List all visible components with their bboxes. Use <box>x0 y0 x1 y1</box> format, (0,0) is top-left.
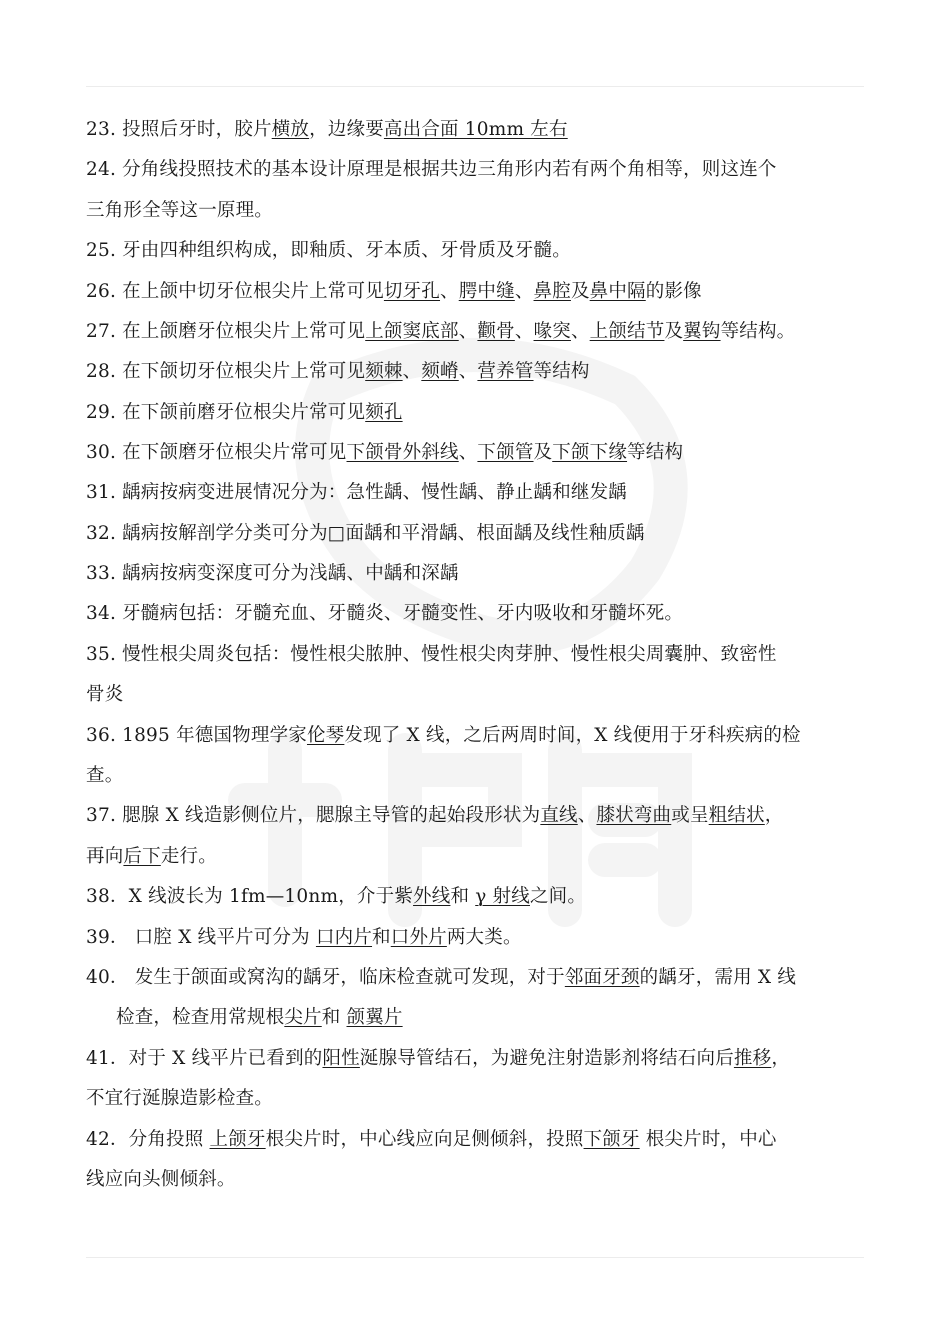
text-segment: 30. 在下颌磨牙位根尖片常可见 <box>86 442 347 463</box>
underlined-answer: 上颌窦底部 <box>365 321 459 342</box>
text-segment: 28. 在下颌切牙位根尖片上常可见 <box>86 361 366 382</box>
text-segment: 24. 分角线投照技术的基本设计原理是根据共边三角形内若有两个角相等，则这连个 <box>86 159 777 180</box>
text-segment: 37. 腮腺 X 线造影侧位片，腮腺主导管的起始段形状为 <box>86 805 541 826</box>
underlined-answer: 推移 <box>733 1048 772 1069</box>
text-segment: 41．对于 X 线平片已看到的 <box>86 1048 323 1069</box>
text-segment: 、 <box>458 442 478 463</box>
text-segment: 23. 投照后牙时，胶片 <box>86 119 272 140</box>
text-segment: 等结构 <box>533 361 590 382</box>
text-segment: 、 <box>514 281 534 302</box>
text-segment: 、 <box>458 361 478 382</box>
text-segment: 33. 龋病按病变深度可分为浅龋、中龋和深龋 <box>86 563 459 584</box>
underlined-answer: 颌翼片 <box>346 1007 403 1028</box>
item-32 <box>86 522 645 546</box>
text-segment: 及 <box>664 321 684 342</box>
text-segment: 等结构 <box>627 442 684 463</box>
underlined-answer: 高出合面 10mm 左右 <box>383 119 568 140</box>
item-40-cont <box>116 1006 403 1030</box>
text-segment: 根尖片时，中心线应向足侧倾斜，投照 <box>265 1129 584 1150</box>
underlined-answer: 切牙孔 <box>383 281 441 302</box>
text-segment: 、 <box>577 805 597 826</box>
underlined-answer: 横放 <box>271 119 310 140</box>
underlined-answer: 鼻中隔 <box>589 281 646 302</box>
text-segment: 29. 在下颌前磨牙位根尖片常可见 <box>86 402 366 423</box>
underlined-answer: 下颌管 <box>477 442 534 463</box>
underlined-answer: 伦琴 <box>306 725 345 746</box>
text-segment: 的龋牙，需用 X 线 <box>639 967 797 988</box>
underlined-answer: 喙突 <box>533 321 571 342</box>
text-segment: 、 <box>458 321 478 342</box>
text-segment: 25. 牙由四种组织构成，即釉质、牙本质、牙骨质及牙髓。 <box>86 240 571 261</box>
item-36-cont <box>86 764 123 788</box>
underlined-answer: 尖片 <box>284 1007 322 1028</box>
item-29 <box>86 401 403 425</box>
text-segment: 两大类。 <box>446 927 522 948</box>
text-segment: 35. 慢性根尖周炎包括：慢性根尖脓肿、慢性根尖肉芽肿、慢性根尖周囊肿、致密性 <box>86 644 777 665</box>
text-segment: 涎腺导管结石，为避免注射造影剂将结石向后 <box>359 1048 734 1069</box>
item-30 <box>86 441 683 465</box>
underlined-answer: 上颌结节 <box>589 321 665 342</box>
text-segment: 27. 在上颌磨牙位根尖片上常可见 <box>86 321 366 342</box>
underlined-answer: 膝状弯曲 <box>596 805 672 826</box>
text-segment: 检查，检查用常规根 <box>116 1007 285 1028</box>
text-segment: 、 <box>402 361 422 382</box>
underlined-answer: 上颌牙 <box>209 1129 266 1150</box>
item-36 <box>86 724 801 748</box>
underlined-answer: 颧骨 <box>477 321 515 342</box>
underlined-answer: 直线 <box>540 805 578 826</box>
item-27 <box>86 320 795 344</box>
text-segment: 26. 在上颌中切牙位根尖片上常可见 <box>86 281 384 302</box>
text-segment: 42．分角投照 <box>86 1129 210 1150</box>
text-segment: 再向 <box>86 846 124 867</box>
item-28 <box>86 360 590 384</box>
text-segment: 、 <box>514 321 534 342</box>
underlined-answer: γ 射线 <box>475 886 530 907</box>
item-41-cont <box>86 1087 273 1111</box>
text-segment: 32. 龋病按解剖学分类可分为□面龋和平滑龋、根面龋及线性釉质龋 <box>86 523 645 544</box>
text-segment: 不宜行涎腺造影检查。 <box>86 1088 274 1109</box>
underlined-answer: 下颌下缘 <box>552 442 628 463</box>
underlined-answer: 营养管 <box>477 361 534 382</box>
item-35-cont <box>86 683 123 707</box>
text-segment: 34. 牙髓病包括：牙髓充血、牙髓炎、牙髓变性、牙内吸收和牙髓坏死。 <box>86 603 684 624</box>
underlined-answer: 后下 <box>123 846 161 867</box>
underlined-answer: 颏棘 <box>365 361 403 382</box>
item-40 <box>86 966 796 990</box>
item-41 <box>86 1047 790 1071</box>
text-segment: 发现了 X 线，之后两周时间，X 线便用于牙科疾病的检 <box>344 725 801 746</box>
underlined-answer: 颏嵴 <box>421 361 459 382</box>
underlined-answer: 下颌牙 <box>583 1129 640 1150</box>
underlined-answer: 颏孔 <box>365 402 403 423</box>
text-segment: 根尖片时，中心 <box>639 1129 777 1150</box>
item-37-cont <box>86 845 217 869</box>
item-37 <box>86 804 783 828</box>
item-24-cont <box>86 199 273 223</box>
item-34 <box>86 602 683 626</box>
footer-rule <box>86 1257 864 1258</box>
text-segment: 及 <box>533 442 553 463</box>
text-segment: 40． 发生于颌面或窝沟的龋牙，临床检查就可发现，对于 <box>86 967 565 988</box>
text-segment: 三角形全等这一原理。 <box>86 200 274 221</box>
item-26 <box>86 280 702 304</box>
text-segment: ，边缘要 <box>309 119 384 140</box>
text-segment: 查。 <box>86 765 124 786</box>
underlined-answer: 翼钩 <box>683 321 721 342</box>
item-38 <box>86 885 586 909</box>
text-segment: 或呈 <box>671 805 709 826</box>
text-segment: 38．X 线波长为 1fm—10nm，介于紫 <box>86 886 414 907</box>
text-segment: 骨炎 <box>86 684 124 705</box>
text-segment: 、 <box>570 321 590 342</box>
text-segment: 线应向头侧倾斜。 <box>86 1169 236 1190</box>
text-segment: 、 <box>440 281 459 302</box>
text-segment: 等结构。 <box>720 321 796 342</box>
text-segment: ， <box>771 1048 791 1069</box>
underlined-answer: 腭中缝 <box>458 281 515 302</box>
text-segment: 及 <box>570 281 590 302</box>
underlined-answer: 口外片 <box>390 927 447 948</box>
text-segment: ， <box>764 805 784 826</box>
underlined-answer: 邻面牙颈 <box>564 967 640 988</box>
underlined-answer: 外线 <box>413 886 451 907</box>
underlined-answer: 鼻腔 <box>533 281 571 302</box>
underlined-answer: 口内片 <box>315 927 373 948</box>
underlined-answer: 下颌骨外斜线 <box>346 442 459 463</box>
item-23 <box>86 118 568 142</box>
item-42 <box>86 1128 777 1152</box>
item-42-cont <box>86 1168 236 1192</box>
text-segment: 31. 龋病按病变进展情况分为：急性龋、慢性龋、静止龋和继发龋 <box>86 482 628 503</box>
item-24 <box>86 158 777 182</box>
text-segment: 和 <box>372 927 391 948</box>
text-segment: 走行。 <box>160 846 217 867</box>
item-33 <box>86 562 459 586</box>
text-segment: 的影像 <box>645 281 702 302</box>
item-31 <box>86 481 627 505</box>
underlined-answer: 粗结状 <box>708 805 765 826</box>
text-segment: 和 <box>450 886 476 907</box>
item-39 <box>86 926 522 950</box>
underlined-answer: 阳性 <box>322 1048 360 1069</box>
text-segment: 之间。 <box>529 886 587 907</box>
text-segment: 39． 口腔 X 线平片可分为 <box>86 927 316 948</box>
item-35 <box>86 643 777 667</box>
text-segment: 36. 1895 年德国物理学家 <box>86 725 307 746</box>
text-segment: 和 <box>321 1007 347 1028</box>
item-25 <box>86 239 571 263</box>
